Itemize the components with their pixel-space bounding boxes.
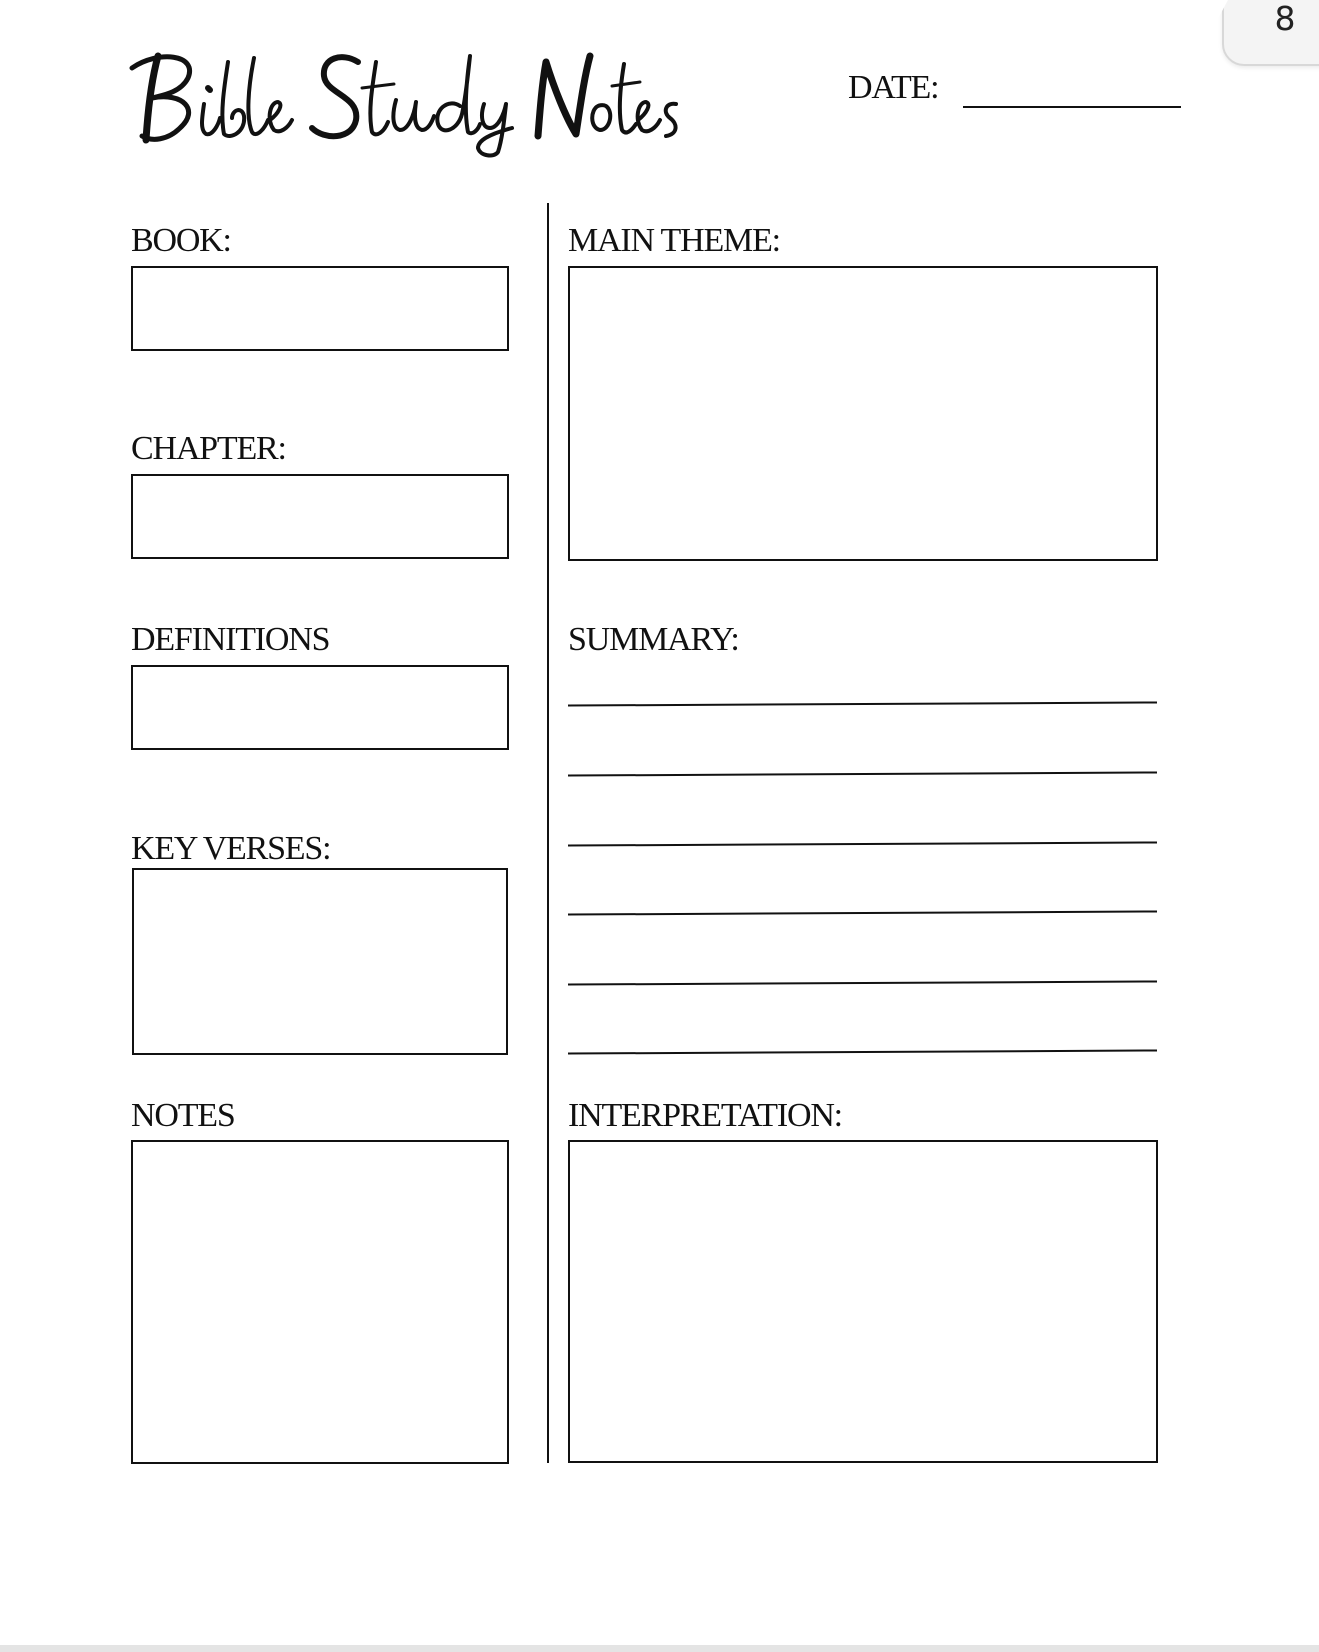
main-theme-field[interactable] bbox=[568, 266, 1158, 561]
column-divider bbox=[547, 203, 549, 1463]
key-verses-field[interactable] bbox=[132, 868, 508, 1055]
summary-label: SUMMARY: bbox=[568, 621, 739, 658]
summary-line[interactable] bbox=[568, 841, 1157, 846]
title-lettering bbox=[128, 48, 688, 158]
page-tab-notch bbox=[1214, 0, 1228, 26]
chapter-field[interactable] bbox=[131, 474, 509, 559]
definitions-label: DEFINITIONS bbox=[131, 621, 330, 658]
summary-line[interactable] bbox=[568, 771, 1157, 776]
interpretation-label: INTERPRETATION: bbox=[568, 1097, 842, 1134]
date-field[interactable] bbox=[963, 106, 1181, 108]
main-theme-label: MAIN THEME: bbox=[568, 222, 780, 259]
page-title bbox=[128, 48, 688, 158]
book-label: BOOK: bbox=[131, 222, 231, 259]
summary-line[interactable] bbox=[568, 701, 1157, 706]
summary-line[interactable] bbox=[568, 980, 1157, 985]
page-number: 8 bbox=[1274, 0, 1296, 38]
date-label: DATE: bbox=[848, 69, 939, 106]
key-verses-label: KEY VERSES: bbox=[131, 830, 331, 867]
definitions-field[interactable] bbox=[131, 665, 509, 750]
summary-line[interactable] bbox=[568, 910, 1157, 915]
book-field[interactable] bbox=[131, 266, 509, 351]
viewer-bottom-edge bbox=[0, 1645, 1319, 1652]
notes-field[interactable] bbox=[131, 1140, 509, 1464]
chapter-label: CHAPTER: bbox=[131, 430, 286, 467]
summary-line[interactable] bbox=[568, 1049, 1157, 1054]
interpretation-field[interactable] bbox=[568, 1140, 1158, 1463]
notes-label: NOTES bbox=[131, 1097, 235, 1134]
